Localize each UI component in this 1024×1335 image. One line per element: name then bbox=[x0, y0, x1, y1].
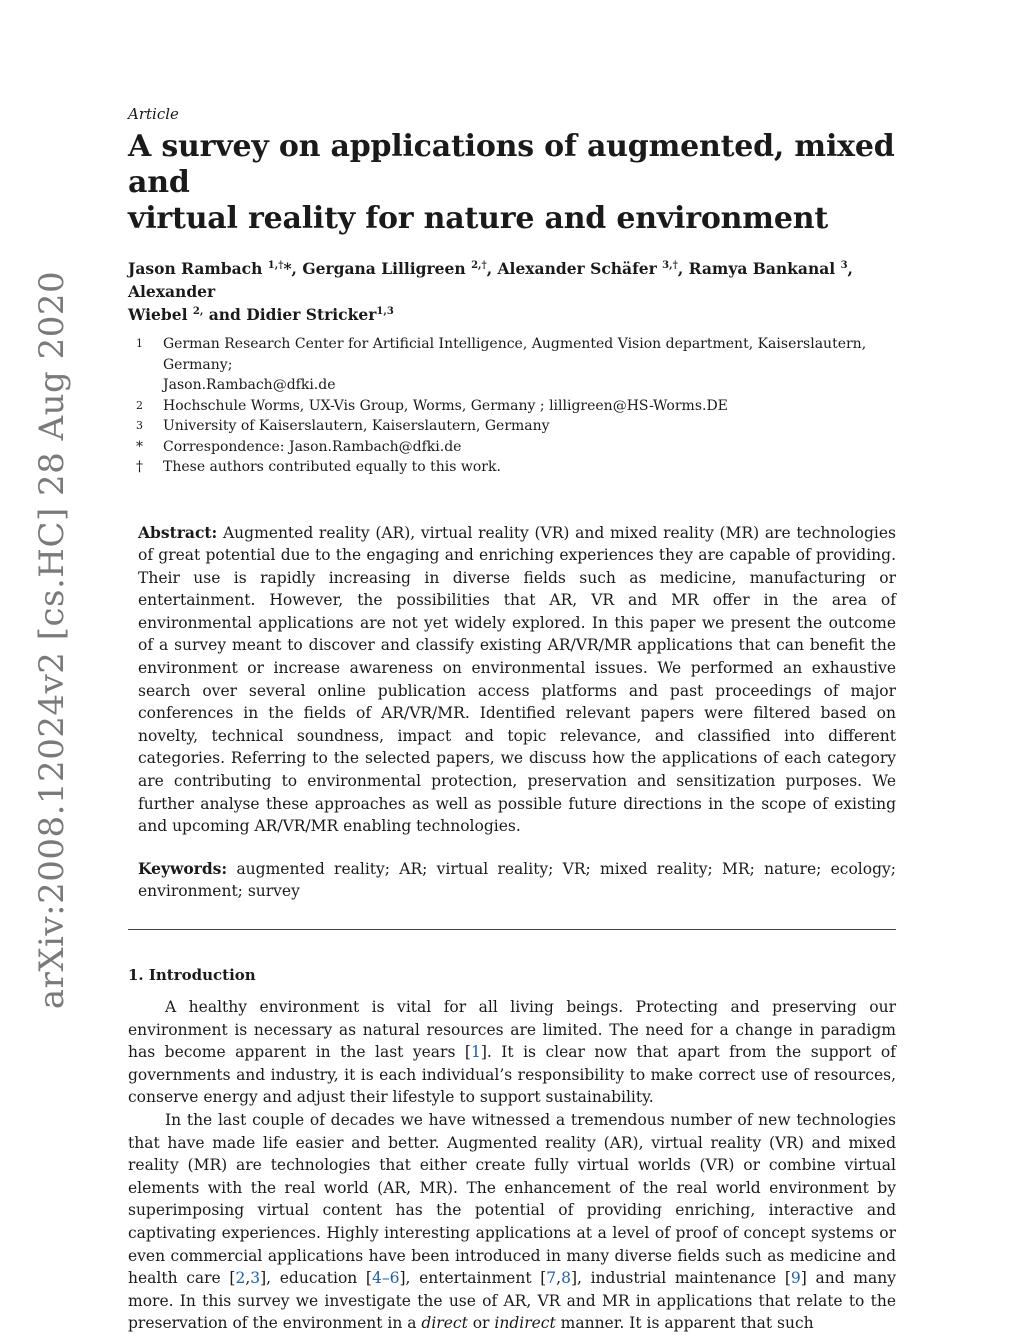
citation-link[interactable]: 2 bbox=[235, 1269, 246, 1288]
affiliation-text: Hochschule Worms, UX-Vis Group, Worms, Germany ; lilligreen@HS-Worms.DE bbox=[163, 397, 728, 414]
author-affiliation-mark: 3 bbox=[840, 260, 848, 271]
affiliation-item bbox=[128, 437, 896, 458]
paragraph-text: ] and many more. In this survey we investigate the use of AR, VR and MR in applications that relate to the preservation of the environment in a bbox=[128, 1269, 896, 1333]
paragraph-text: ], education [ bbox=[260, 1269, 372, 1288]
affiliation-text: University of Kaiserslautern, Kaiserslautern, Germany bbox=[163, 418, 550, 434]
title-line-2: virtual reality for nature and environment bbox=[128, 201, 828, 236]
article-type-label: Article bbox=[128, 105, 179, 123]
paragraph bbox=[128, 996, 896, 1109]
affiliation-mark: 1 bbox=[136, 337, 143, 350]
title-line-1: A survey on applications of augmented, mixed and bbox=[128, 129, 895, 200]
paragraph-text: ]. It is clear now that apart from the support of governments and industry, it is each individual’s responsibility to make correct use of resources, conserve energy and adjust their lifestyle to support sustainability. bbox=[128, 1043, 896, 1107]
abstract-label: Abstract: bbox=[138, 522, 218, 542]
author-name: Jason Rambach bbox=[128, 259, 268, 278]
author-name: Alexander Schäfer bbox=[497, 259, 663, 278]
author-affiliation-mark: 1,† bbox=[267, 260, 284, 271]
affiliation-mark: 2 bbox=[136, 398, 143, 412]
citation-link[interactable]: 3 bbox=[250, 1269, 261, 1288]
citation-link[interactable]: 1 bbox=[470, 1043, 481, 1062]
citation-link[interactable]: 6 bbox=[389, 1269, 400, 1288]
citation-link[interactable]: 7 bbox=[546, 1269, 557, 1288]
affiliation-mark bbox=[128, 375, 163, 396]
keywords-text: augmented reality; AR; virtual reality; VR; mixed reality; MR; nature; ecology; environment; survey bbox=[138, 859, 896, 901]
affiliation-item bbox=[128, 416, 896, 437]
paragraph-text: In the last couple of decades we have witnessed a tremendous number of new technologies that have made life easier and better. Augmented reality (AR), virtual reality (VR) and mixed reality (MR) are technologies that either create fully virtual worlds (VR) or combine virtual elements with the real world (AR, MR). The enhancement of the real world environment by superimposing virtual content has the potential of providing enriching, interactive and captivating experiences. Highly interesting applications at a level of proof of concept systems or even commercial applications have been introduced in many diverse fields such as medicine and health care [ bbox=[128, 1110, 896, 1288]
affiliation-text: Jason.Rambach@dfki.de bbox=[163, 377, 336, 393]
affiliation-item bbox=[128, 334, 896, 375]
citation-separator: – bbox=[381, 1269, 390, 1288]
section-divider bbox=[128, 929, 896, 930]
citation-link[interactable]: 8 bbox=[561, 1269, 571, 1288]
paragraph-text: A healthy environment is vital for all living beings. Protecting and preserving our environment is necessary as natural resources are limited. The need for a change in paradigm has become apparent in the last years [ bbox=[128, 998, 896, 1062]
author-separator: , Alexander bbox=[128, 259, 853, 301]
equal-contribution-note: These authors contributed equally to this work. bbox=[163, 459, 501, 475]
correspondence-mark: * bbox=[136, 438, 143, 455]
citation-link[interactable]: 9 bbox=[790, 1269, 801, 1288]
paragraph-text: manner. It is apparent that such bbox=[555, 1314, 814, 1333]
paper-title bbox=[128, 129, 896, 237]
author-affiliation-mark: 3,† bbox=[662, 260, 678, 271]
citation-separator: , bbox=[556, 1269, 562, 1288]
emphasis-text: indirect bbox=[494, 1314, 556, 1333]
author-list bbox=[128, 257, 896, 326]
affiliation-mark: 3 bbox=[136, 419, 143, 432]
abstract-text: Augmented reality (AR), virtual reality (VR) and mixed reality (MR) are technologies of great potential due to the engaging and enriching experiences they are capable of providing. Their use is rapidly increasing in diverse fields such as medicine, manufacturing or entertainment. However, the possibilities that AR, VR and MR offer in the area of environmental applications are not yet widely explored. In this paper we present the outcome of a survey meant to discover and classify existing AR/VR/MR applications that can benefit the environment or increase awareness on environmental issues. We performed an exhaustive search over several online publication access platforms and past proceedings of major conferences in the fields of AR/VR/MR. Identified relevant papers were filtered based on novelty, technical soundness, impact and topic relevance, and classified into different categories. Referring to the selected papers, we discuss how the applications of each category are contributing to environmental protection, preservation and sensitization purposes. We further analyse these approaches as well as possible future directions in the scope of existing and upcoming AR/VR/MR enabling technologies. bbox=[138, 523, 896, 836]
paragraph-text: or bbox=[467, 1314, 495, 1333]
arxiv-identifier: arXiv:2008.12024v2 [cs.HC] 28 Aug 2020 bbox=[32, 270, 72, 1010]
author-name: Ramya Bankanal bbox=[688, 259, 841, 278]
dagger-mark: † bbox=[136, 459, 143, 475]
abstract bbox=[138, 522, 896, 838]
author-name: Gergana Lilligreen bbox=[302, 259, 472, 278]
citation-link[interactable]: 4 bbox=[371, 1269, 382, 1288]
affiliation-item bbox=[128, 375, 896, 396]
correspondence-text: Correspondence: Jason.Rambach@dfki.de bbox=[163, 438, 462, 455]
keywords bbox=[138, 858, 896, 903]
author-name: and Didier Stricker bbox=[203, 305, 377, 324]
paragraph-text: ], entertainment [ bbox=[399, 1269, 547, 1288]
affiliation-item bbox=[128, 396, 896, 417]
author-separator: *, bbox=[283, 259, 303, 278]
author-separator: , bbox=[677, 259, 689, 278]
affiliation-item bbox=[128, 457, 896, 478]
emphasis-text: direct bbox=[421, 1314, 468, 1333]
author-name: Wiebel bbox=[128, 305, 193, 324]
affiliation-text: German Research Center for Artificial Intelligence, Augmented Vision department, Kaiserslautern, Germany; bbox=[163, 336, 867, 373]
author-affiliation-mark: 2,† bbox=[471, 260, 487, 271]
paragraph-text: ], industrial maintenance [ bbox=[570, 1269, 791, 1288]
paper-page bbox=[128, 105, 896, 1335]
affiliation-list bbox=[128, 334, 896, 478]
introduction-body bbox=[128, 996, 896, 1335]
author-separator: , bbox=[486, 259, 498, 278]
author-affiliation-mark: 2, bbox=[192, 306, 204, 317]
author-affiliation-mark: 1,3 bbox=[376, 306, 394, 317]
citation-separator: , bbox=[245, 1269, 251, 1288]
keywords-label: Keywords: bbox=[138, 858, 228, 878]
section-heading: 1. Introduction bbox=[128, 966, 256, 984]
paragraph bbox=[128, 1109, 896, 1335]
